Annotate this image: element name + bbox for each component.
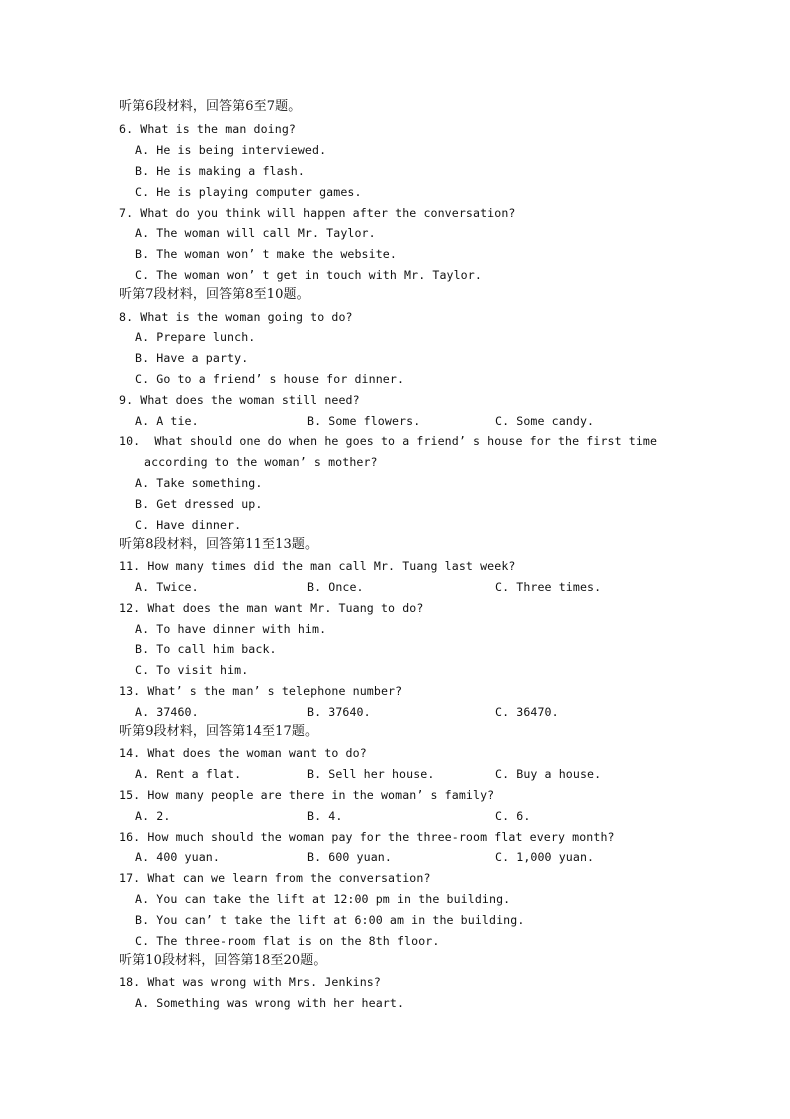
question-6: 6. What is the man doing? [119,122,297,136]
option-a: A. 37460. [135,705,199,719]
option-b: B. You can’ t take the lift at 6:00 am in the building. [135,913,525,927]
section-heading: 听第10段材料，回答第18至20题。 [119,953,327,968]
option-c: C. The three-room flat is on the 8th floor. [135,934,440,948]
section-heading: 听第9段材料，回答第14至17题。 [119,724,319,739]
option-a: A. Take something. [135,476,263,490]
question-10-continued: according to the woman’ s mother? [144,455,378,469]
option-b: B. Once. [307,580,364,594]
question-13: 13. What’ s the man’ s telephone number? [119,684,403,698]
question-15: 15. How many people are there in the woman’ s family? [119,788,495,802]
option-c: C. 1,000 yuan. [495,850,595,864]
option-b: B. 4. [307,809,343,823]
question-9: 9. What does the woman still need? [119,393,360,407]
option-a: A. To have dinner with him. [135,622,327,636]
option-a: A. You can take the lift at 12:00 pm in the building. [135,892,511,906]
option-b: B. Some flowers. [307,414,421,428]
option-a: A. Something was wrong with her heart. [135,996,405,1010]
question-8: 8. What is the woman going to do? [119,310,353,324]
option-c: C. Three times. [495,580,602,594]
question-18: 18. What was wrong with Mrs. Jenkins? [119,975,381,989]
option-c: C. 6. [495,809,531,823]
question-12: 12. What does the man want Mr. Tuang to do? [119,601,424,615]
option-b: B. The woman won’ t make the website. [135,247,397,261]
section-heading: 听第7段材料，回答第8至10题。 [119,287,310,302]
section-heading: 听第6段材料，回答第6至7题。 [119,99,302,114]
option-a: A. The woman will call Mr. Taylor. [135,226,376,240]
option-b: B. He is making a flash. [135,164,305,178]
option-b: B. Sell her house. [307,767,435,781]
option-c: C. Buy a house. [495,767,602,781]
option-c: C. Some candy. [495,414,595,428]
option-b: B. 37640. [307,705,371,719]
option-a: A. He is being interviewed. [135,143,327,157]
option-b: B. To call him back. [135,642,277,656]
option-a: A. Rent a flat. [135,767,242,781]
option-c: C. To visit him. [135,663,249,677]
question-7: 7. What do you think will happen after the conversation? [119,206,516,220]
section-heading: 听第8段材料，回答第11至13题。 [119,537,319,552]
option-a: A. 400 yuan. [135,850,220,864]
question-17: 17. What can we learn from the conversation? [119,871,431,885]
option-b: B. Get dressed up. [135,497,263,511]
option-b: B. Have a party. [135,351,249,365]
question-10: 10. What should one do when he goes to a friend’ s house for the first time [119,434,658,448]
option-a: A. Prepare lunch. [135,330,256,344]
question-14: 14. What does the woman want to do? [119,746,367,760]
option-c: C. He is playing computer games. [135,185,362,199]
option-a: A. A tie. [135,414,199,428]
question-11: 11. How many times did the man call Mr. Tuang last week? [119,559,516,573]
option-c: C. 36470. [495,705,559,719]
option-c: C. Go to a friend’ s house for dinner. [135,372,405,386]
option-c: C. The woman won’ t get in touch with Mr. Taylor. [135,268,482,282]
option-b: B. 600 yuan. [307,850,392,864]
option-a: A. Twice. [135,580,199,594]
option-c: C. Have dinner. [135,518,242,532]
question-16: 16. How much should the woman pay for the three-room flat every month? [119,830,615,844]
option-a: A. 2. [135,809,171,823]
